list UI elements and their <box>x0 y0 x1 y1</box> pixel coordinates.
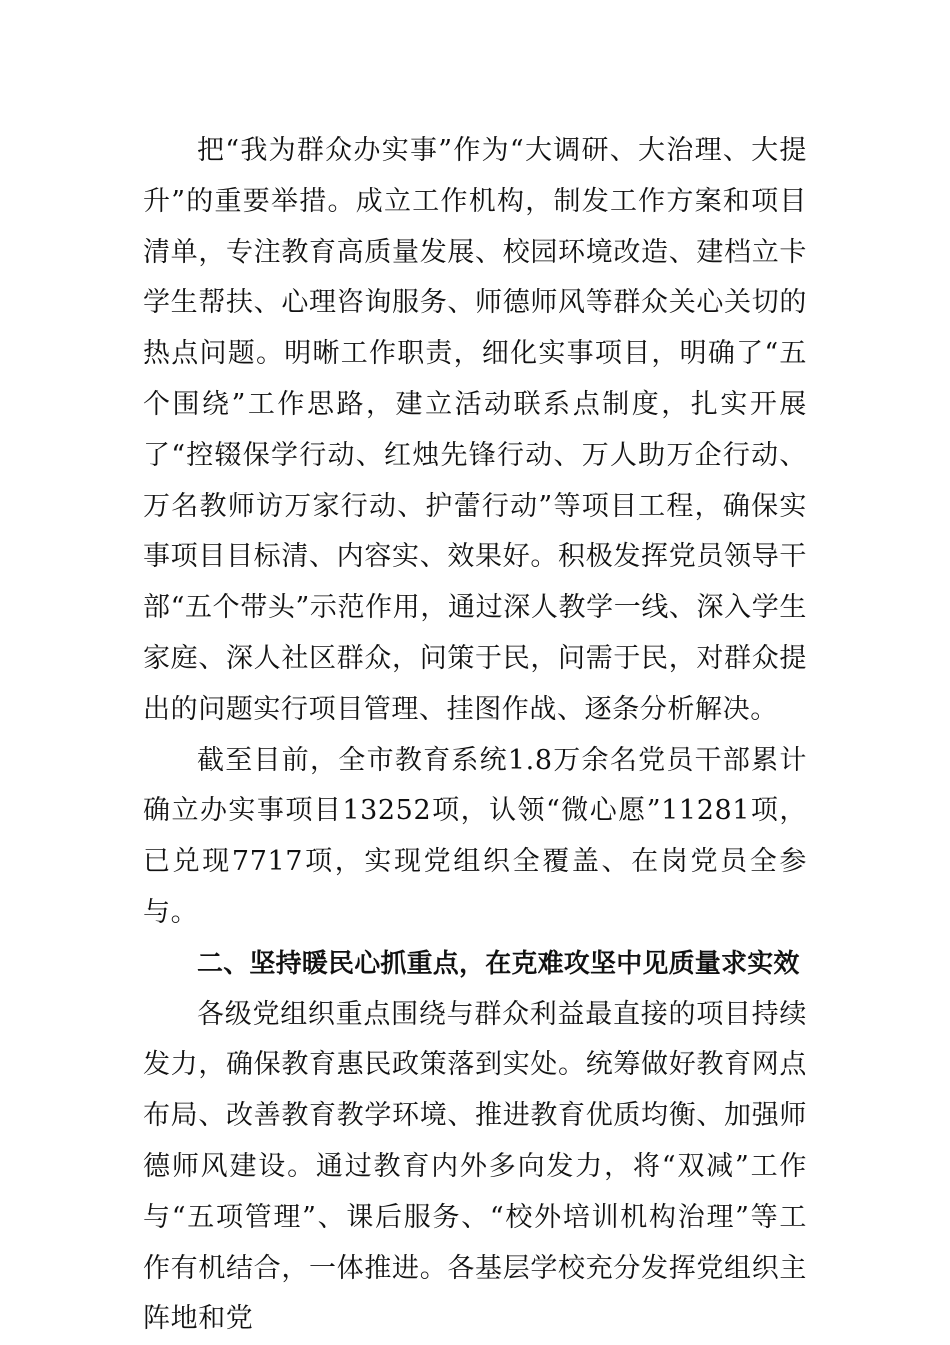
paragraph-service-initiative: 把“我为群众办实事”作为“大调研、大治理、大提升”的重要举措。成立工作机构，制发工作方案和项目清单，专注教育高质量发展、校园环境改造、建档立卡学生帮扶、心理咨询服务、师德师风等群众关心关切的热点问题。明晰工作职责，细化实事项目，明确了“五个围绕”工作思路，建立活动联系点制度，扎实开展了“控辍保学行动、红烛先锋行动、万人助万企行动、万名教师访万家行动、护蕾行动”等项目工程，确保实事项目目标清、内容实、效果好。积极发挥党员领导干部“五个带头”示范作用，通过深人教学一线、深入学生家庭、深人社区群众，问策于民，问需于民，对群众提出的问题实行项目管理、挂图作战、逐条分析解决。 <box>143 135 807 725</box>
paragraph-key-projects: 各级党组织重点围绕与群众利益最直接的项目持续发力，确保教育惠民政策落到实处。统筹做好教育网点布局、改善教育教学环境、推进教育优质均衡、加强师德师风建设。通过教育内外多向发力，将“双减”工作与“五项管理”、课后服务、“校外培训机构治理”等工作有机结合，一体推进。各基层学校充分发挥党组织主阵地和党 <box>143 998 807 1335</box>
paragraph-progress-stats: 截至目前，全市教育系统1.8万余名党员干部累计确立办实事项目13252项，认领“微心愿”11281项，已兑现7717项，实现党组织全覆盖、在岗党员全参与。 <box>143 744 807 928</box>
section-heading-2: 二、坚持暖民心抓重点，在克难攻坚中见质量求实效 <box>197 948 800 979</box>
document-body <box>143 126 807 1345</box>
